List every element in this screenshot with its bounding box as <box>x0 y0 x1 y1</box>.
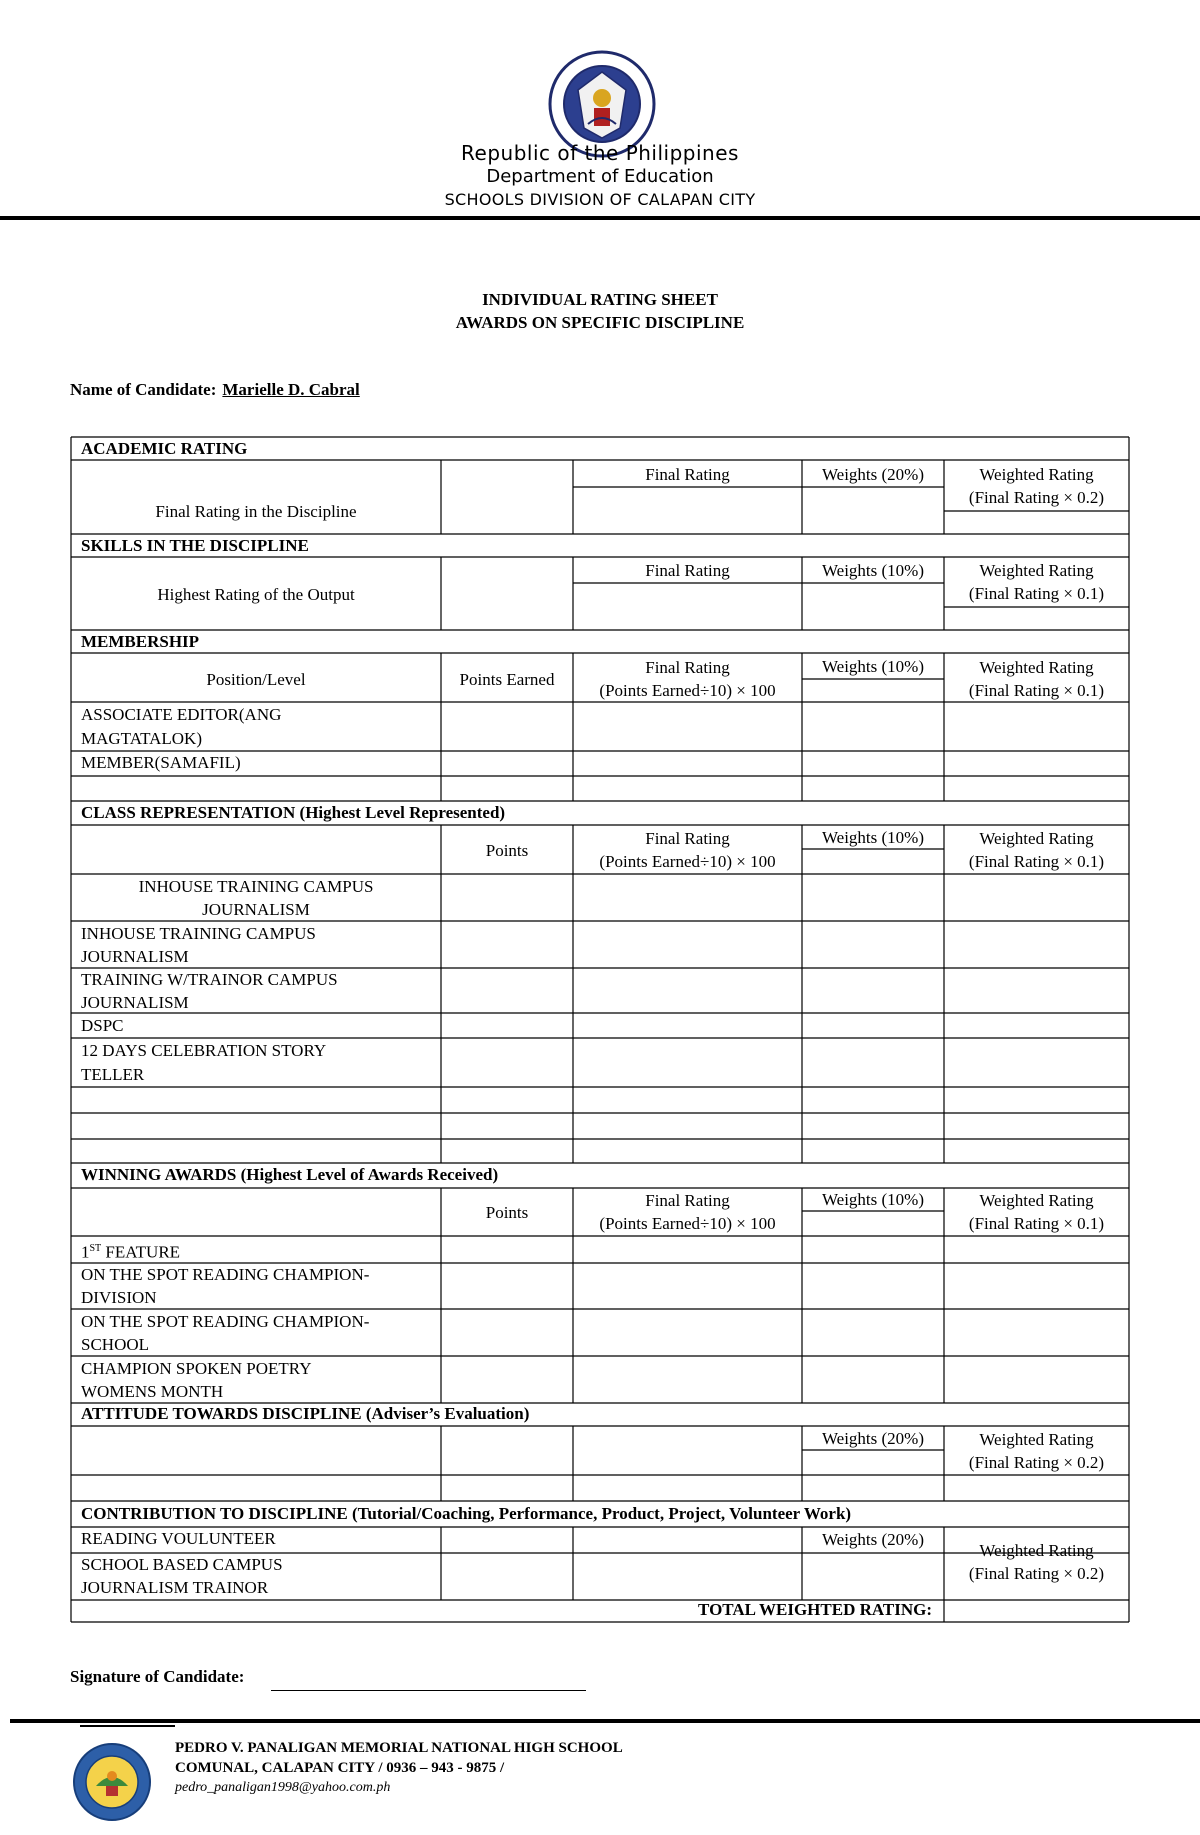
skills-weighted-rating-header: Weighted Rating <box>979 561 1094 580</box>
membership-row-1-line-1: ASSOCIATE EDITOR(ANG <box>81 705 282 724</box>
membership-final-rating-header: Final Rating <box>645 658 730 677</box>
academic-final-rating-header: Final Rating <box>645 465 730 484</box>
class-rep-title: CLASS REPRESENTATION <box>81 803 296 822</box>
attitude-weights-header: Weights (20%) <box>821 1429 925 1448</box>
attitude-section-title <box>81 1403 529 1425</box>
membership-weighted-rating-header: Weighted Rating <box>979 658 1094 677</box>
sheet-title: INDIVIDUAL RATING SHEET <box>482 290 718 309</box>
attitude-subtitle: (Adviser’s Evaluation) <box>365 1404 530 1423</box>
contribution-row-1: READING VOULUNTEER <box>81 1529 276 1548</box>
contribution-title: CONTRIBUTION TO DISCIPLINE <box>81 1504 348 1523</box>
membership-points-header: Points Earned <box>459 670 555 689</box>
contribution-row-2-line-1: SCHOOL BASED CAMPUS <box>81 1555 283 1574</box>
membership-section-title: MEMBERSHIP <box>81 632 200 651</box>
skills-weights-header: Weights (10%) <box>821 561 925 580</box>
membership-position-header: Position/Level <box>206 670 306 689</box>
contribution-row-2-line-2: JOURNALISM TRAINOR <box>81 1578 269 1597</box>
class-rep-subtitle: (Highest Level Represented) <box>299 803 506 822</box>
skills-section-title: SKILLS IN THE DISCIPLINE <box>81 536 309 555</box>
header-department: Department of Education <box>486 166 714 187</box>
winning-final-rating-header: Final Rating <box>645 1191 730 1210</box>
class-rep-row-3-line-2: JOURNALISM <box>81 993 189 1012</box>
candidate-name: Marielle D. Cabral <box>222 380 360 399</box>
attitude-weighted-formula: (Final Rating × 0.2) <box>968 1453 1105 1472</box>
footer-address: COMUNAL, CALAPAN CITY / 0936 – 943 - 9875 / <box>175 1760 505 1776</box>
skills-row-label: Highest Rating of the Output <box>157 585 355 604</box>
membership-row-2: MEMBER(SAMAFIL) <box>81 753 241 772</box>
academic-weighted-rating-header: Weighted Rating <box>979 465 1094 484</box>
winning-title: WINNING AWARDS <box>81 1165 237 1184</box>
winning-row-2-line-2: DIVISION <box>81 1288 157 1307</box>
class-rep-row-3-line-1: TRAINING W/TRAINOR CAMPUS <box>81 970 338 989</box>
winning-final-formula: (Points Earned÷10) × 100 <box>599 1214 776 1233</box>
academic-weighted-formula: (Final Rating × 0.2) <box>968 488 1105 507</box>
class-rep-row-2-line-1: INHOUSE TRAINING CAMPUS <box>81 924 316 943</box>
footer-email: pedro_panaligan1998@yahoo.com.ph <box>175 1780 391 1795</box>
class-rep-final-formula: (Points Earned÷10) × 100 <box>599 852 776 871</box>
total-weighted-rating-label: TOTAL WEIGHTED RATING: <box>698 1600 932 1619</box>
class-rep-weights-header: Weights (10%) <box>821 828 925 847</box>
footer-divider <box>10 1719 1200 1723</box>
winning-row-1-num: 1 <box>81 1242 90 1262</box>
class-rep-final-rating-header: Final Rating <box>645 829 730 848</box>
class-rep-row-5-line-2: TELLER <box>81 1065 145 1084</box>
winning-row-1 <box>81 1237 180 1264</box>
footer-school-name: PEDRO V. PANALIGAN MEMORIAL NATIONAL HIGH SCHOOL <box>175 1740 623 1756</box>
membership-final-formula: (Points Earned÷10) × 100 <box>599 681 776 700</box>
winning-row-2-line-1: ON THE SPOT READING CHAMPION- <box>81 1265 370 1284</box>
contribution-section-title <box>81 1503 851 1525</box>
candidate-label: Name of Candidate: <box>70 380 217 399</box>
header-country: Republic of the Philippines <box>461 141 739 165</box>
signature-label: Signature of Candidate: <box>70 1667 245 1686</box>
class-rep-row-1-line-1: INHOUSE TRAINING CAMPUS <box>138 877 374 896</box>
winning-weighted-rating-header: Weighted Rating <box>979 1191 1094 1210</box>
winning-row-4-line-1: CHAMPION SPOKEN POETRY <box>81 1359 312 1378</box>
class-rep-row-4: DSPC <box>81 1016 124 1035</box>
skills-final-rating-header: Final Rating <box>645 561 730 580</box>
attitude-title: ATTITUDE TOWARDS DISCIPLINE <box>81 1404 362 1423</box>
attitude-weighted-rating-header: Weighted Rating <box>979 1430 1094 1449</box>
sheet-subtitle: AWARDS ON SPECIFIC DISCIPLINE <box>455 313 745 332</box>
winning-row-1-sup: ST <box>89 1243 102 1254</box>
winning-row-3-line-2: SCHOOL <box>81 1335 150 1354</box>
class-rep-row-2-line-2: JOURNALISM <box>81 947 189 966</box>
winning-section-title <box>81 1164 498 1186</box>
membership-weights-header: Weights (10%) <box>821 657 925 676</box>
winning-row-3-line-1: ON THE SPOT READING CHAMPION- <box>81 1312 370 1331</box>
footer-divider-accent <box>80 1725 175 1727</box>
contribution-subtitle: (Tutorial/Coaching, Performance, Product, Project, Volunteer Work) <box>351 1504 852 1523</box>
winning-points-header: Points <box>485 1203 529 1222</box>
class-rep-weighted-rating-header: Weighted Rating <box>979 829 1094 848</box>
signature-line <box>271 1690 586 1691</box>
contribution-weighted-formula: (Final Rating × 0.2) <box>968 1564 1105 1583</box>
membership-row-1-line-2: MAGTATALOK) <box>81 729 202 748</box>
winning-row-4-line-2: WOMENS MONTH <box>81 1382 224 1401</box>
academic-weights-header: Weights (20%) <box>821 465 925 484</box>
class-rep-weighted-formula: (Final Rating × 0.1) <box>968 852 1105 871</box>
contribution-weighted-rating-header: Weighted Rating <box>979 1541 1094 1560</box>
winning-weights-header: Weights (10%) <box>821 1190 925 1209</box>
academic-section-title: ACADEMIC RATING <box>81 439 248 458</box>
class-rep-points-header: Points <box>485 841 529 860</box>
winning-subtitle: (Highest Level of Awards Received) <box>240 1165 499 1184</box>
class-rep-section-title <box>81 802 505 824</box>
contribution-weights-header: Weights (20%) <box>821 1530 925 1549</box>
winning-row-1-text: FEATURE <box>101 1242 181 1262</box>
winning-weighted-formula: (Final Rating × 0.1) <box>968 1214 1105 1233</box>
skills-weighted-formula: (Final Rating × 0.1) <box>968 584 1105 603</box>
class-rep-row-5-line-1: 12 DAYS CELEBRATION STORY <box>81 1041 327 1060</box>
school-seal-logo <box>72 1742 152 1822</box>
header-division: SCHOOLS DIVISION OF CALAPAN CITY <box>444 190 756 209</box>
membership-weighted-formula: (Final Rating × 0.1) <box>968 681 1105 700</box>
class-rep-row-1-line-2: JOURNALISM <box>202 900 310 919</box>
academic-row-label: Final Rating in the Discipline <box>155 502 357 521</box>
